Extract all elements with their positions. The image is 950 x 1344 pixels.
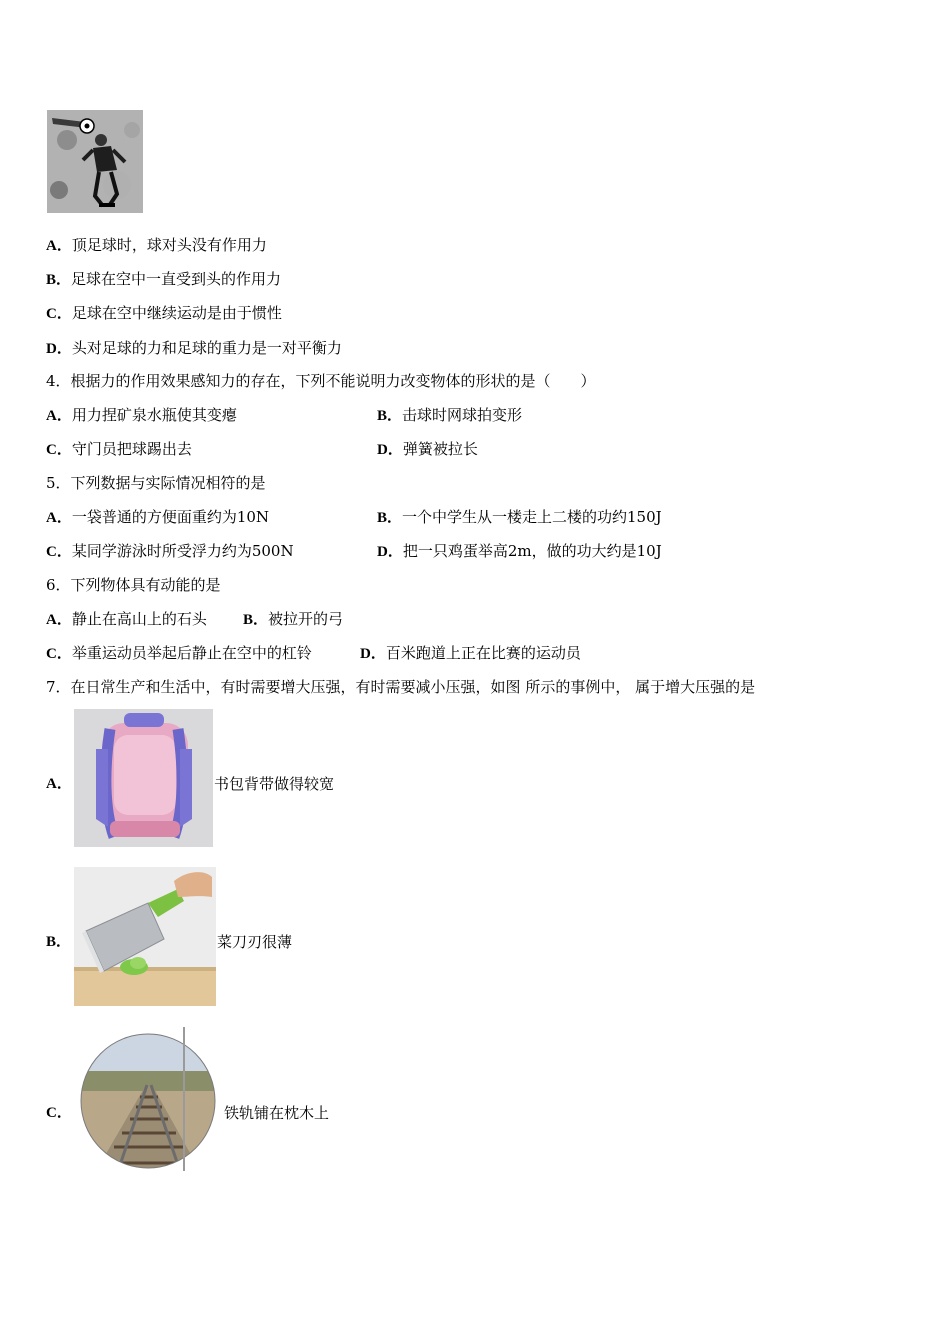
- q7-option-c-text: 铁轨铺在枕木上: [224, 1104, 330, 1122]
- q7-option-a-label: A．: [46, 776, 72, 792]
- q3-option-a: A．顶足球时，球对头没有作用力: [46, 236, 267, 254]
- q3-option-d: D．头对足球的力和足球的重力是一对平衡力: [46, 339, 342, 357]
- q5-option-b: B．一个中学生从一楼走上二楼的功约150J: [377, 508, 662, 526]
- q7-option-a-text: 书包背带做得较宽: [214, 775, 335, 793]
- q6-stem: 6．下列物体具有动能的是: [46, 576, 221, 594]
- q4-option-b: B．击球时网球拍变形: [377, 406, 523, 424]
- soccer-header-icon: [47, 110, 143, 213]
- q4-option-d: D．弹簧被拉长: [377, 440, 478, 458]
- q7-option-b-label: B．: [46, 934, 72, 950]
- q6-option-c: C．举重运动员举起后静止在空中的杠铃: [46, 644, 312, 662]
- backpack-figure: [74, 709, 213, 847]
- q7-option-b-text: 菜刀刃很薄: [217, 933, 293, 951]
- railway-track-figure: [80, 1027, 220, 1171]
- q7-stem: 7．在日常生产和生活中，有时需要增大压强，有时需要减小压强，如图 所示的事例中， 属于增大压强的是: [46, 678, 756, 696]
- q5-option-a: A．一袋普通的方便面重约为10N: [46, 508, 270, 526]
- q6-option-d: D．百米跑道上正在比赛的运动员: [360, 644, 581, 662]
- q5-option-d: D．把一只鸡蛋举高2m，做的功大约是10J: [377, 542, 662, 560]
- q6-option-a: A．静止在高山上的石头: [46, 610, 207, 628]
- q5-option-c: C．某同学游泳时所受浮力约为500N: [46, 542, 294, 560]
- backpack-icon: [74, 709, 213, 847]
- q4-option-a: A．用力捏矿泉水瓶使其变瘪: [46, 406, 237, 424]
- kitchen-knife-icon: [74, 867, 216, 1006]
- q6-option-b: B．被拉开的弓: [243, 610, 344, 628]
- q3-option-c: C．足球在空中继续运动是由于惯性: [46, 304, 282, 322]
- q4-option-c: C．守门员把球踢出去: [46, 440, 192, 458]
- railway-track-icon: [80, 1027, 220, 1171]
- q5-stem: 5．下列数据与实际情况相符的是: [46, 474, 266, 492]
- kitchen-knife-figure: [74, 867, 216, 1006]
- soccer-header-figure: [47, 110, 143, 213]
- q7-option-c-label: C．: [46, 1105, 72, 1121]
- q4-stem: 4．根据力的作用效果感知力的存在，下列不能说明力改变物体的形状的是（ ）: [46, 372, 596, 390]
- q3-option-b: B．足球在空中一直受到头的作用力: [46, 270, 282, 288]
